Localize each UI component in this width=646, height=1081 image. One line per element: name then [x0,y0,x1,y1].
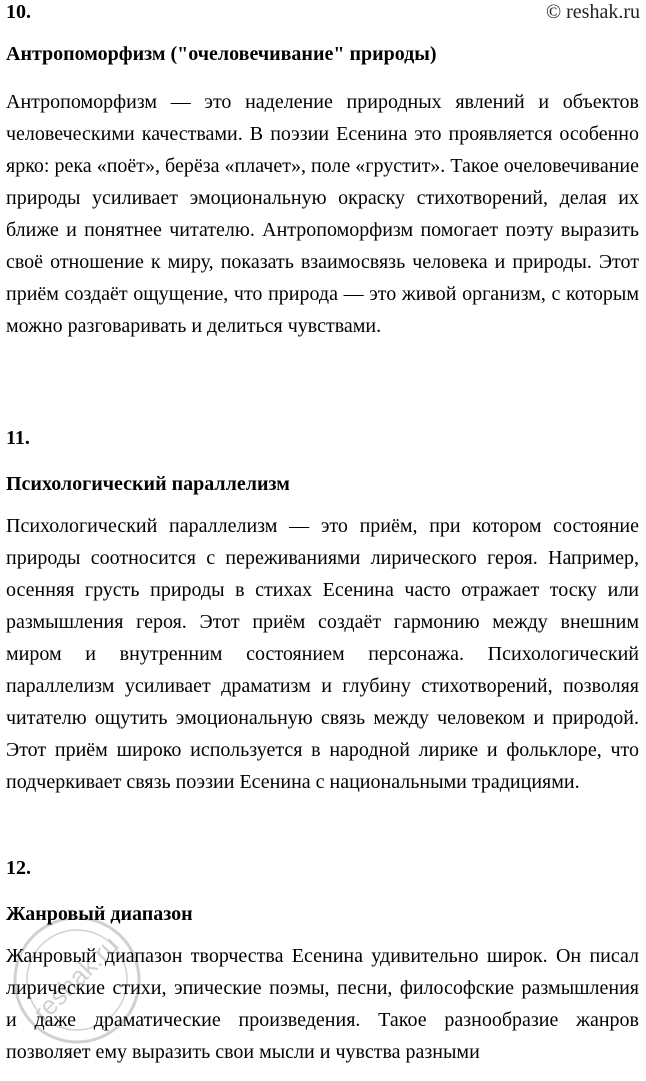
section-title: Психологический параллелизм [6,473,290,495]
section-number: 11. [6,427,30,449]
section-12 [6,856,639,880]
section-10-title-block [6,42,639,66]
section-paragraph: Жанровый диапазон творчества Есенина удивительно широк. Он писал лирические стихи, эпические поэмы, песни, философские размышления и даже драматические произведения. Такое разнообразие жанров позволяет ему выразить свои мысли и чувства разными [6,945,639,1063]
logo-text: reshak.ru [26,929,125,1028]
section-12-title-block [6,902,639,926]
section-11-title-block [6,472,639,496]
section-10-body [6,86,639,342]
section-title: Жанровый диапазон [6,903,193,925]
section-number: 12. [6,857,31,879]
section-11 [6,426,639,450]
section-11-body [6,510,639,798]
section-10 [6,0,639,24]
site-watermark: © reshak.ru [545,1,640,23]
section-paragraph: Антропоморфизм — это наделение природных явлений и объектов человеческими качествами. В поэзии Есенина это проявляется особенно ярко: река «поёт», берёза «плачет», поле «грустит». Такое очеловечивание природы усиливает эмоциональную окраску стихотворений, делая их ближе и понятнее читателю. Антропоморфизм помогает поэту выразить своё отношение к миру, показать взаимосвязь человека и природы. Этот приём создаёт ощущение, что природа — это живой организм, с которым можно разговаривать и делиться чувствами. [6,91,639,337]
section-12-body [6,940,639,1068]
section-paragraph: Психологический параллелизм — это приём, при котором состояние природы соотносится с переживаниями лирического героя. Например, осенняя грусть природы в стихах Есенина часто отражает тоску или размышления героя. Этот приём создаёт гармонию между внешним миром и внутренним состоянием персонажа. Психологический параллелизм усиливает драматизм и глубину стихотворений, позволяя читателю ощутить эмоциональную связь между человеком и природой. Этот приём широко используется в народной лирике и фольклоре, что подчеркивает связь поэзии Есенина с национальными традициями. [6,515,639,793]
section-title: Антропоморфизм ("очеловечивание" природы) [6,43,437,65]
section-number: 10. [6,1,31,23]
